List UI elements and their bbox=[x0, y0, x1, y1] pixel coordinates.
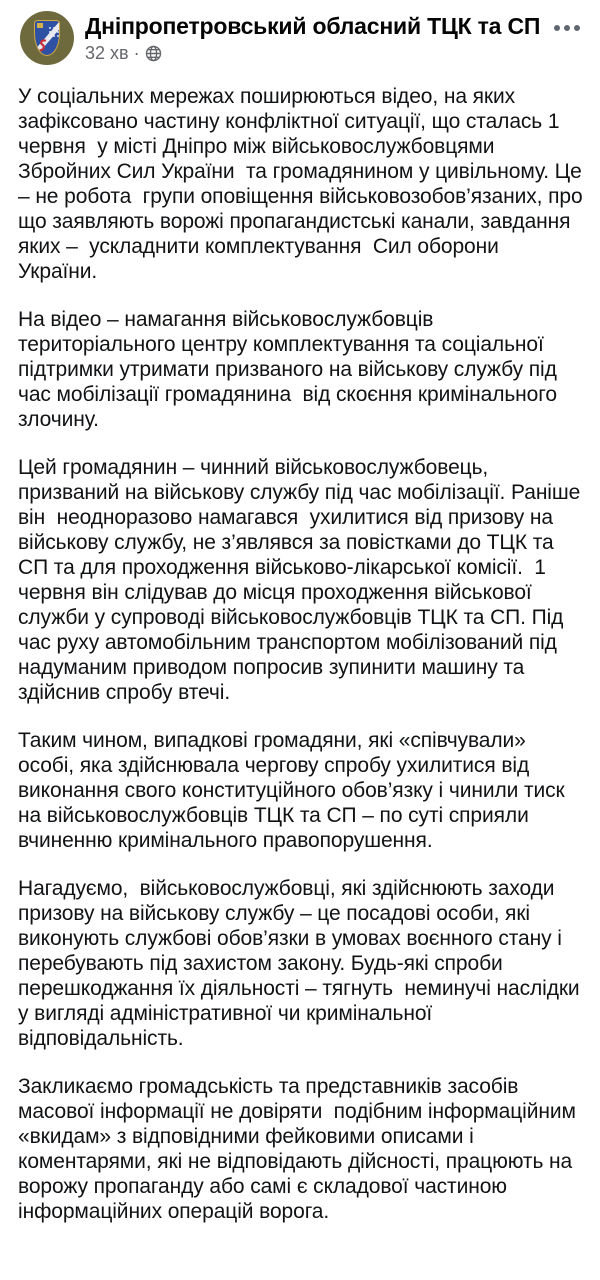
ellipsis-dot bbox=[574, 25, 580, 31]
shield-dots-pattern bbox=[49, 27, 51, 29]
post-paragraph: Таким чином, випадкові громадяни, які «співчували» особі, яка здійснювала чергову спробу ухилитися від виконання свого конституційного обов’язку і чинили тиск на військовослужбовців ТЦК та СП – по суті сприяли вчиненню кримінального правопорушення. bbox=[18, 729, 571, 852]
post-options-button[interactable] bbox=[544, 11, 584, 41]
post-header bbox=[0, 0, 600, 65]
shield-canton bbox=[37, 23, 43, 28]
ellipsis-dot bbox=[564, 25, 570, 31]
post-meta bbox=[85, 42, 540, 64]
shield-serpent-icon bbox=[38, 39, 47, 52]
post-paragraph: На відео – намагання військовослужбовців територіального центру комплектування та соціальної підтримки утримати призваного на військову службу під час мобілізації громадянина від скоєння кримінального злочину. bbox=[18, 308, 563, 431]
page-avatar[interactable] bbox=[20, 11, 74, 65]
globe-icon bbox=[145, 45, 162, 62]
timestamp[interactable]: 32 хв bbox=[85, 43, 129, 63]
post-paragraph: Нагадуємо, військовослужбовці, які здійснюють заходи призову на військову службу – це посадові особи, які виконують службові обов’язки в умовах воєнного стану і перебувають під захистом закону. Будь-які спроби перешкоджання їх діяльності – тягнуть неминучі наслідки у вигляді адміністративної чи кримінальної відповідальність. bbox=[18, 877, 586, 1050]
page-name[interactable]: Дніпропетровський обласний ТЦК та СП bbox=[85, 13, 541, 39]
header-text bbox=[85, 11, 540, 64]
tck-shield-emblem-icon bbox=[34, 20, 60, 56]
post-paragraph: Цей громадянин – чинний військовослужбовець, призваний на військову службу під час мобілізації. Раніше він неодноразово намагався ухилитися від призову на військову службу, не з’являвся за повістками до ТЦК та СП та для проходження військово-лікарської комісії. 1 червня він слідував до місця проходження військової служби у супроводі військовослужбовців ТЦК та СП. Під час руху автомобільним транспортом мобілізований під надуманим приводом попросив зупинити машину та здійснив спробу втечі. bbox=[18, 456, 586, 704]
ellipsis-dot bbox=[554, 25, 560, 31]
meta-separator: · bbox=[133, 43, 140, 63]
post-paragraph: Закликаємо громадськість та представників засобів масової інформації не довіряти подібним інформаційним «вкидам» з відповідними фейковими описами і коментарями, які не відповідають дійсності, працюють на ворожу пропаганду або самі є складової частиною інформаційних операцій ворога. bbox=[18, 1075, 582, 1223]
post-body bbox=[0, 65, 600, 1224]
post-paragraph: У соціальних мережах поширюються відео, на яких зафіксовано частину конфліктної ситуації, що сталась 1 червня у місті Дніпро між військовослужбовцями Збройних Сил України та громадянином у цивільному. Це – не робота групи оповіщення військовозобов’язаних, про що заявляють ворожі пропагандистські канали, завдання яких – ускладнити комплектування Сил оборони України. bbox=[18, 85, 589, 283]
